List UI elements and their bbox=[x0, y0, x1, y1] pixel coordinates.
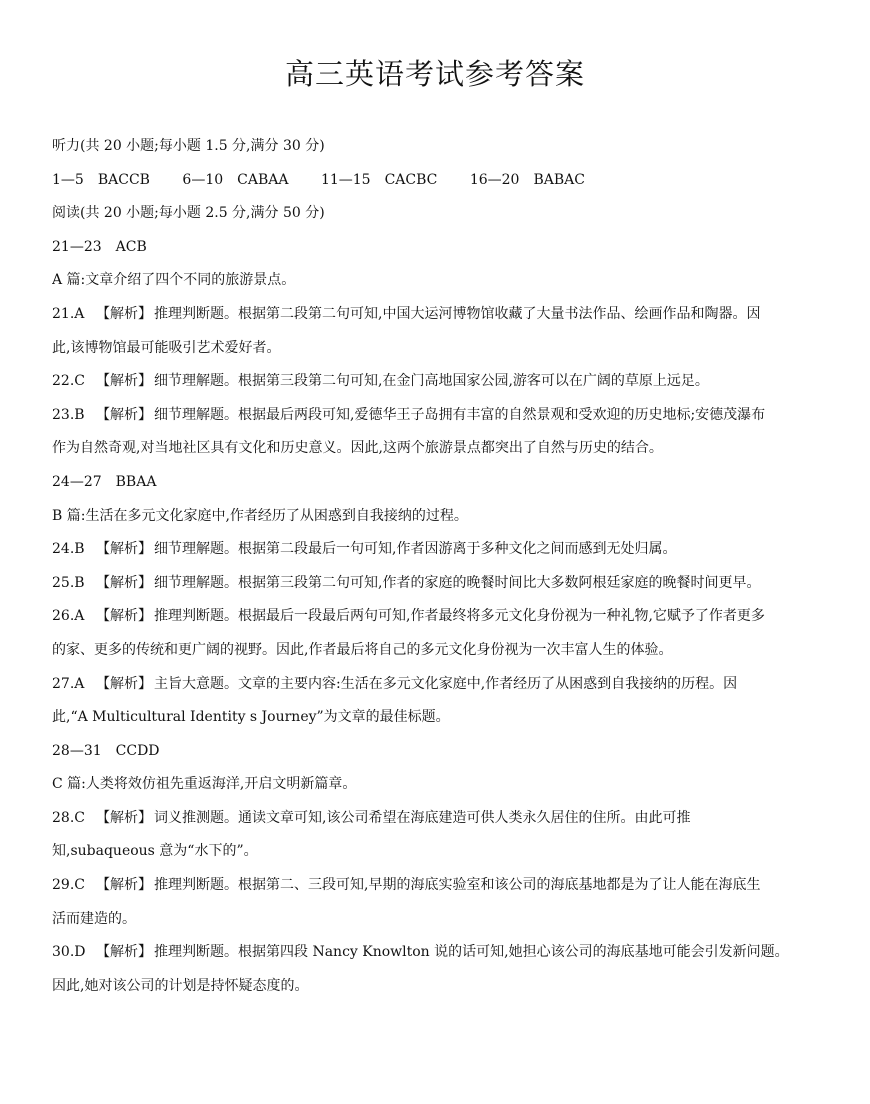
passage-b-answers-row bbox=[52, 466, 822, 500]
passage-c-answers-row bbox=[52, 735, 822, 769]
listening-answers: BABAC bbox=[533, 171, 585, 188]
passage-answers: ACB bbox=[115, 238, 147, 255]
explanation-continuation: 此,“A Multicultural Identity s Journey”为文章的最佳标题。 bbox=[52, 709, 450, 726]
listening-answers: CACBC bbox=[384, 171, 438, 188]
question-number: 22.C bbox=[52, 373, 85, 390]
question-explanation bbox=[52, 600, 822, 634]
question-number: 30.D bbox=[52, 944, 86, 961]
question-explanation bbox=[52, 399, 822, 433]
question-explanation bbox=[52, 567, 822, 601]
passage-b-summary: B 篇:生活在多元文化家庭中,作者经历了从困惑到自我接纳的过程。 bbox=[52, 507, 468, 524]
listening-range: 11—15 bbox=[320, 171, 371, 188]
listening-range: 6—10 bbox=[182, 171, 224, 188]
passage-answers: CCDD bbox=[115, 742, 160, 759]
listening-answers: BACCB bbox=[97, 171, 150, 188]
listening-range: 16—20 bbox=[469, 171, 520, 188]
analysis-tag: 【解析】 bbox=[96, 373, 152, 390]
explanation-text: 细节理解题。根据最后两段可知,爱德华王子岛拥有丰富的自然景观和受欢迎的历史地标;安德茂瀑布 bbox=[154, 406, 766, 423]
question-explanation bbox=[52, 936, 822, 970]
reading-header: 阅读(共 20 小题;每小题 2.5 分,满分 50 分) bbox=[52, 205, 325, 222]
listening-answers-row bbox=[52, 164, 822, 198]
explanation-text: 推理判断题。根据第二段第二句可知,中国大运河博物馆收藏了大量书法作品、绘画作品和陶器。因 bbox=[154, 305, 761, 322]
analysis-tag: 【解析】 bbox=[96, 608, 152, 625]
explanation-continuation: 的家、更多的传统和更广阔的视野。因此,作者最后将自己的多元文化身份视为一次丰富人生的体验。 bbox=[52, 641, 673, 658]
question-explanation bbox=[52, 365, 822, 399]
question-number: 26.A bbox=[52, 608, 85, 625]
explanation-continuation: 知,subaqueous 意为“水下的”。 bbox=[52, 843, 258, 860]
question-number: 28.C bbox=[52, 809, 85, 826]
analysis-tag: 【解析】 bbox=[96, 809, 152, 826]
answer-body bbox=[52, 130, 822, 1003]
analysis-tag: 【解析】 bbox=[96, 944, 152, 961]
passage-answers: BBAA bbox=[115, 473, 157, 490]
explanation-text: 细节理解题。根据第三段第二句可知,作者的家庭的晚餐时间比大多数阿根廷家庭的晚餐时间更早。 bbox=[154, 574, 761, 591]
explanation-text: 推理判断题。根据最后一段最后两句可知,作者最终将多元文化身份视为一种礼物,它赋予了作者更多 bbox=[154, 608, 765, 625]
question-number: 27.A bbox=[52, 675, 85, 692]
question-explanation bbox=[52, 668, 822, 702]
explanation-text: 细节理解题。根据第三段第二句可知,在金门高地国家公园,游客可以在广阔的草原上远足。 bbox=[154, 373, 709, 390]
question-explanation bbox=[52, 802, 822, 836]
passage-a-answers-row bbox=[52, 231, 822, 265]
analysis-tag: 【解析】 bbox=[96, 574, 152, 591]
explanation-continuation: 活而建造的。 bbox=[52, 910, 136, 927]
listening-range: 1—5 bbox=[52, 171, 84, 188]
page-title: 高三英语考试参考答案 bbox=[284, 57, 585, 91]
question-number: 24.B bbox=[52, 541, 85, 558]
explanation-text: 主旨大意题。文章的主要内容:生活在多元文化家庭中,作者经历了从困惑到自我接纳的历程。因 bbox=[154, 675, 738, 692]
question-number: 23.B bbox=[52, 406, 85, 423]
analysis-tag: 【解析】 bbox=[96, 675, 152, 692]
listening-header: 听力(共 20 小题;每小题 1.5 分,满分 30 分) bbox=[52, 138, 325, 154]
explanation-text: 细节理解题。根据第二段最后一句可知,作者因游离于多种文化之间而感到无处归属。 bbox=[154, 541, 677, 558]
question-explanation bbox=[52, 533, 822, 567]
explanation-continuation: 因此,她对该公司的计划是持怀疑态度的。 bbox=[52, 977, 309, 994]
explanation-text: 推理判断题。根据第二、三段可知,早期的海底实验室和该公司的海底基地都是为了让人能在海底生 bbox=[154, 877, 761, 894]
analysis-tag: 【解析】 bbox=[96, 406, 152, 423]
explanation-text: 词义推测题。通读文章可知,该公司希望在海底建造可供人类永久居住的住所。由此可推 bbox=[154, 809, 691, 826]
question-number: 21.A bbox=[52, 305, 85, 322]
explanation-continuation: 此,该博物馆最可能吸引艺术爱好者。 bbox=[52, 339, 281, 356]
question-explanation bbox=[52, 869, 822, 903]
question-number: 25.B bbox=[52, 574, 85, 591]
explanation-text: 推理判断题。根据第四段 Nancy Knowlton 说的话可知,她担心该公司的海底基地可能会引发新问题。 bbox=[154, 944, 789, 961]
analysis-tag: 【解析】 bbox=[96, 541, 152, 558]
question-explanation bbox=[52, 298, 822, 332]
listening-answers: CABAA bbox=[237, 171, 289, 188]
passage-c-summary: C 篇:人类将效仿祖先重返海洋,开启文明新篇章。 bbox=[52, 776, 357, 793]
passage-range: 21—23 bbox=[52, 238, 102, 255]
passage-range: 28—31 bbox=[52, 742, 102, 759]
analysis-tag: 【解析】 bbox=[96, 877, 152, 894]
explanation-continuation: 作为自然奇观,对当地社区具有文化和历史意义。因此,这两个旅游景点都突出了自然与历史的结合。 bbox=[52, 440, 663, 457]
question-number: 29.C bbox=[52, 877, 85, 894]
passage-range: 24—27 bbox=[52, 473, 102, 490]
passage-a-summary: A 篇:文章介绍了四个不同的旅游景点。 bbox=[52, 272, 296, 289]
analysis-tag: 【解析】 bbox=[96, 305, 152, 322]
